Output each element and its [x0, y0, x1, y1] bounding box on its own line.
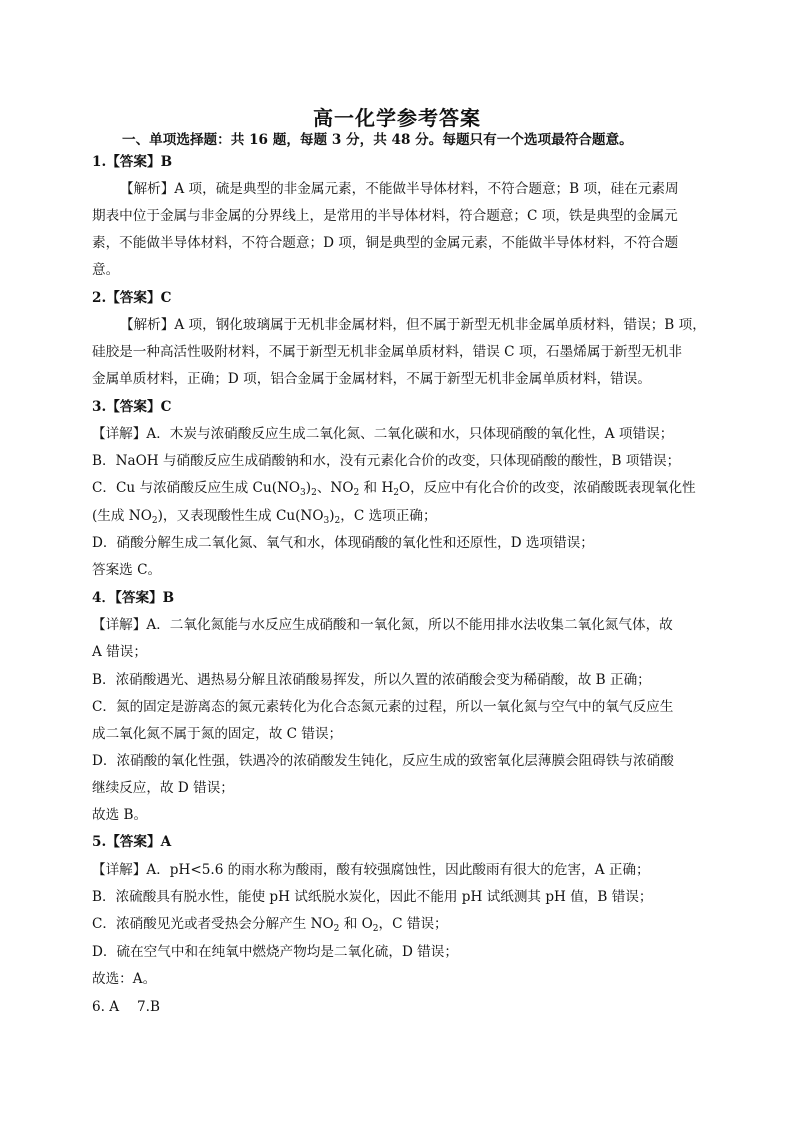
section-heading: 一、单项选择题：共 16 题，每题 3 分，共 48 分。每题只有一个选项最符合题意。 [122, 132, 633, 148]
page-title: 高一化学参考答案 [313, 106, 481, 130]
q3-conclusion: 答案选 C。 [92, 562, 162, 578]
q4-detail-line: 成二氧化氮不属于氮的固定，故 C 错误； [92, 726, 343, 742]
q1-explanation-line: 素，不能做半导体材料，不符合题意；D 项，铜是典型的金属元素，不能做半导体材料，不符合题 [92, 235, 679, 251]
q5-conclusion: 故选：A。 [92, 971, 157, 987]
q4-detail-line: D．浓硝酸的氧化性强，铁遇冷的浓硝酸发生钝化，反应生成的致密氧化层薄膜会阻碍铁与浓硝酸 [92, 753, 674, 769]
q4-detail-line: 【详解】A．二氧化氮能与水反应生成硝酸和一氧化氮，所以不能用排水法收集二氧化氮气体，故 [92, 617, 673, 633]
q2-explanation-line: 金属单质材料，正确；D 项，铝合金属于金属材料，不属于新型无机非金属单质材料，错误。 [92, 371, 651, 387]
q1-explanation-line: 意。 [92, 262, 120, 278]
q4-detail-line: C．氮的固定是游离态的氮元素转化为化合态氮元素的过程，所以一氧化氮与空气中的氧气反应生 [92, 699, 674, 715]
q4-conclusion: 故选 B。 [92, 807, 148, 823]
q2-explanation-line: 【解析】A 项，钢化玻璃属于无机非金属材料，但不属于新型无机非金属单质材料，错误；B 项， [120, 317, 706, 333]
q5-detail-line: D．硫在空气中和在纯氧中燃烧产物均是二氧化硫，D 错误； [92, 944, 458, 960]
q3-answer: 3.【答案】C [92, 399, 172, 415]
q5-detail-line: B．浓硫酸具有脱水性，能使 pH 试纸脱水炭化，因此不能用 pH 试纸测其 pH 值，B 错误； [92, 889, 653, 905]
q5-detail-line: C．浓硝酸见光或者受热会分解产生 $NO_2$ 和 $O_2$，C 错误； [92, 916, 448, 934]
q5-answer: 5.【答案】A [92, 834, 172, 850]
q3-detail-line: 【详解】A．木炭与浓硝酸反应生成二氧化氮、二氧化碳和水，只体现硝酸的氧化性，A 项错误； [92, 426, 674, 442]
q1-explanation-line: 期表中位于金属与非金属的分界线上，是常用的半导体材料，符合题意；C 项，铁是典型的金属元 [92, 208, 678, 224]
q3-detail-line: C．Cu 与浓硝酸反应生成 $Cu(NO_3)_2$、$NO_2$ 和 $H_2O$，反应中有化合价的改变，浓硝酸既表现氧化性 [92, 480, 696, 498]
q2-answer: 2.【答案】C [92, 290, 172, 306]
q4-detail-line: A 错误； [92, 644, 147, 660]
q1-answer: 1.【答案】B [92, 154, 173, 170]
q3-detail-line: B．NaOH 与硝酸反应生成硝酸钠和水，没有元素化合价的改变，只体现硝酸的酸性，B 项错误； [92, 453, 681, 469]
q2-explanation-line: 硅胶是一种高活性吸附材料，不属于新型无机非金属单质材料，错误 C 项，石墨烯属于新型无机非 [92, 344, 682, 360]
q4-detail-line: 继续反应，故 D 错误； [92, 780, 234, 796]
q4-detail-line: B．浓硝酸遇光、遇热易分解且浓硝酸易挥发，所以久置的浓硝酸会变为稀硝酸，故 B 正确； [92, 672, 651, 688]
q4-answer: 4．【答案】B [92, 590, 175, 606]
q3-detail-line: (生成 $NO_2$)，又表现酸性生成 $Cu(NO_3)_2$，C 选项正确； [92, 508, 437, 526]
q6-q7-answers: 6. A 7.B [92, 999, 160, 1015]
q5-detail-line: 【详解】A．pH<5.6 的雨水称为酸雨，酸有较强腐蚀性，因此酸雨有很大的危害，A 正确； [92, 862, 650, 878]
q3-detail-line: D．硝酸分解生成二氧化氮、氧气和水，体现硝酸的氧化性和还原性，D 选项错误； [92, 535, 594, 551]
q1-explanation-line: 【解析】A 项，硫是典型的非金属元素，不能做半导体材料，不符合题意；B 项，硅在元素周 [120, 181, 679, 197]
